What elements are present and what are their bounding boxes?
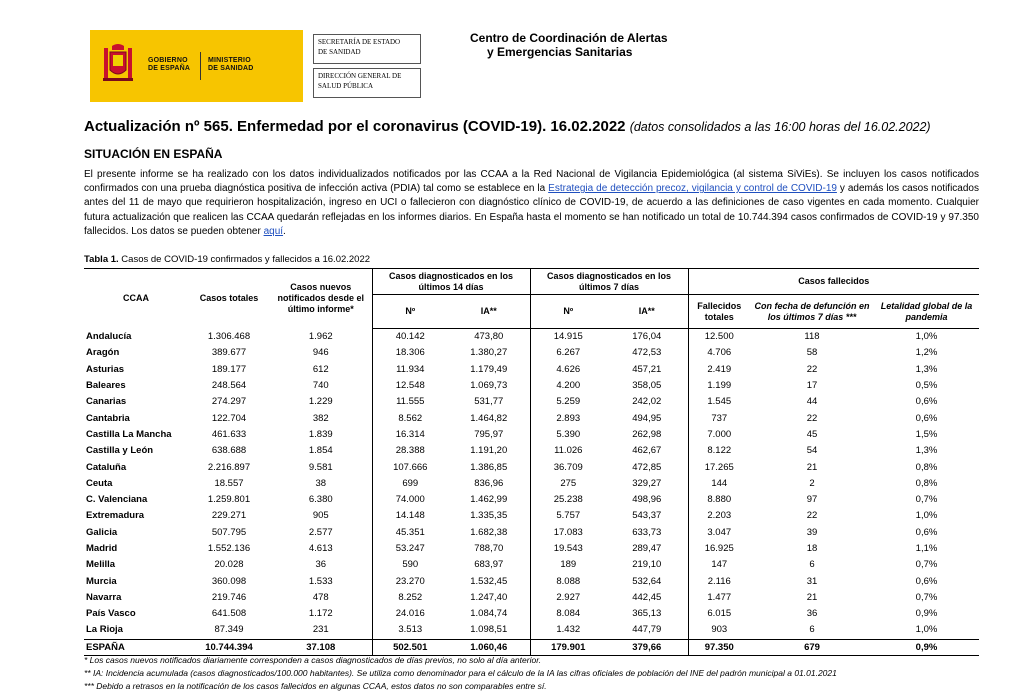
value-cell: 1.380,27 [470, 347, 508, 359]
header-last-14-days: Casos diagnosticados en los últimos 14 días [372, 269, 530, 295]
section-title: SITUACIÓN EN ESPAÑA [84, 147, 223, 161]
page-title: Actualización nº 565. Enfermedad por el coronavirus (COVID-19). 16.02.2022 (datos consolidados a las 16:00 horas del 16.02.2022) [84, 118, 931, 135]
footnote-3: *** Debido a retrasos en la notificación de los casos fallecidos en algunas CCAA, estos datos no son comparables entre sí. [84, 681, 547, 691]
region-cell: Galicia [86, 526, 118, 538]
value-cell: 1.069,73 [470, 380, 508, 392]
table-row [84, 525, 979, 541]
table-row [84, 541, 979, 557]
data-link[interactable]: aquí [263, 225, 284, 237]
value-cell: 0,7% [915, 591, 938, 603]
table-row [84, 622, 979, 639]
strategy-link[interactable]: Estrategia de detección precoz, vigilancia y control de COVID-19 [548, 183, 837, 195]
value-cell: 289,47 [632, 543, 662, 554]
table-row [84, 476, 979, 492]
value-cell: 6.380 [308, 494, 333, 506]
value-cell: 1.247,40 [470, 591, 508, 603]
value-cell: 22 [806, 510, 818, 522]
value-cell: 0,9% [874, 639, 979, 655]
government-label: GOBIERNO DE ESPAÑA [148, 57, 191, 72]
value-cell: 1.199 [688, 378, 750, 394]
directorate-box: DIRECCIÓN GENERAL DE SALUD PÚBLICA [313, 68, 421, 98]
value-cell: 18.306 [372, 345, 448, 361]
value-cell: 22 [806, 412, 818, 424]
value-cell: 87.349 [214, 624, 244, 636]
value-cell: 0,6% [915, 575, 938, 587]
value-cell: 498,96 [632, 494, 662, 506]
coat-of-arms-icon [100, 42, 136, 88]
value-cell: 1.532,45 [470, 575, 508, 587]
value-cell: 10.744.394 [188, 639, 270, 655]
value-cell: 58 [806, 347, 818, 359]
header-7d-ia: IA** [606, 295, 688, 329]
value-cell: 1.172 [308, 608, 333, 620]
value-cell: 17.083 [530, 525, 606, 541]
region-cell: Madrid [86, 543, 118, 554]
value-cell: 25.238 [530, 492, 606, 508]
value-cell: 679 [750, 639, 874, 655]
value-cell: 5.757 [530, 508, 606, 524]
value-cell: 389.677 [211, 347, 247, 359]
value-cell: 6 [809, 559, 815, 571]
region-cell: Castilla y León [86, 445, 154, 457]
value-cell: 6.015 [688, 606, 750, 622]
value-cell: 12.548 [372, 378, 448, 394]
value-cell: 1.464,82 [470, 412, 508, 424]
value-cell: 3.513 [372, 622, 448, 639]
value-cell: 219.746 [211, 591, 247, 603]
value-cell: 638.688 [211, 445, 247, 457]
value-cell: 45.351 [372, 525, 448, 541]
value-cell: 836,96 [474, 477, 504, 489]
region-cell: Baleares [86, 380, 126, 392]
value-cell: 2.116 [688, 573, 750, 589]
value-cell: 14.915 [530, 329, 606, 346]
table-row [84, 606, 979, 622]
value-cell: 2.927 [530, 590, 606, 606]
region-cell: Extremadura [86, 510, 145, 522]
value-cell: 1,0% [915, 510, 938, 522]
value-cell: 36.709 [530, 459, 606, 475]
region-cell: Murcia [86, 575, 117, 587]
value-cell: 1.545 [688, 394, 750, 410]
region-cell: Ceuta [86, 477, 113, 489]
table-row [84, 378, 979, 394]
value-cell: 275 [530, 476, 606, 492]
header-new-cases: Casos nuevos notificados desde el último informe* [270, 269, 372, 329]
value-cell: 1.386,85 [470, 461, 508, 473]
value-cell: 461.633 [211, 428, 247, 440]
table-row [84, 590, 979, 606]
value-cell: 17 [806, 380, 818, 392]
table-row [84, 362, 979, 378]
value-cell: 2.203 [688, 508, 750, 524]
value-cell: 74.000 [372, 492, 448, 508]
government-logo [90, 30, 303, 102]
header-deaths-total: Fallecidos totales [688, 295, 750, 329]
value-cell: 1.477 [688, 590, 750, 606]
value-cell: 1.229 [308, 396, 333, 408]
region-cell: La Rioja [86, 624, 123, 636]
value-cell: 97 [806, 494, 818, 506]
value-cell: 379,66 [606, 639, 688, 655]
logo-divider [200, 52, 201, 80]
value-cell: 6 [809, 624, 815, 636]
value-cell: 1,0% [915, 331, 938, 343]
region-cell: ESPAÑA [84, 639, 188, 655]
header-14d-n: Nº [372, 295, 448, 329]
value-cell: 0,6% [915, 412, 938, 424]
value-cell: 472,85 [632, 461, 662, 473]
value-cell: 1,3% [915, 363, 938, 375]
title-note: (datos consolidados a las 16:00 horas del 16.02.2022) [629, 120, 931, 134]
ministry-label: MINISTERIO DE SANIDAD [208, 57, 254, 72]
value-cell: 1.854 [308, 445, 333, 457]
value-cell: 11.934 [372, 362, 448, 378]
header-14d-ia: IA** [448, 295, 530, 329]
value-cell: 28.388 [372, 443, 448, 459]
value-cell: 788,70 [474, 543, 504, 554]
value-cell: 590 [372, 557, 448, 573]
value-cell: 1.084,74 [470, 608, 508, 620]
value-cell: 16.314 [372, 427, 448, 443]
value-cell: 4.706 [688, 345, 750, 361]
value-cell: 19.543 [530, 541, 606, 557]
value-cell: 699 [372, 476, 448, 492]
value-cell: 39 [806, 526, 818, 538]
value-cell: 107.666 [372, 459, 448, 475]
value-cell: 494,95 [632, 412, 662, 424]
secretariat-box: SECRETARÍA DE ESTADO DE SANIDAD [313, 34, 421, 64]
value-cell: 5.390 [530, 427, 606, 443]
value-cell: 462,67 [632, 445, 662, 457]
value-cell: 0,5% [915, 380, 938, 392]
value-cell: 531,77 [474, 396, 504, 408]
value-cell: 447,79 [632, 624, 662, 636]
value-cell: 147 [688, 557, 750, 573]
value-cell: 262,98 [632, 428, 662, 440]
value-cell: 1.259.801 [207, 494, 251, 506]
value-cell: 44 [806, 396, 818, 408]
value-cell: 38 [315, 477, 327, 489]
footnote-1: * Los casos nuevos notificados diariamente corresponden a casos diagnosticados de días previos, no solo al día anterior. [84, 655, 542, 665]
total-row [84, 639, 979, 655]
value-cell: 18 [806, 543, 818, 554]
value-cell: 179.901 [530, 639, 606, 655]
value-cell: 7.000 [688, 427, 750, 443]
value-cell: 4.200 [530, 378, 606, 394]
value-cell: 31 [806, 575, 818, 587]
region-cell: País Vasco [86, 608, 136, 620]
value-cell: 219,10 [632, 559, 662, 571]
value-cell: 21 [806, 591, 818, 603]
value-cell: 11.026 [530, 443, 606, 459]
value-cell: 8.084 [530, 606, 606, 622]
header-total-cases: Casos totales [188, 269, 270, 329]
value-cell: 3.047 [688, 525, 750, 541]
value-cell: 1.179,49 [470, 363, 508, 375]
value-cell: 20.028 [214, 559, 244, 571]
value-cell: 329,27 [632, 477, 662, 489]
value-cell: 0,8% [915, 461, 938, 473]
value-cell: 0,8% [915, 477, 938, 489]
value-cell: 16.925 [688, 541, 750, 557]
table-row [84, 573, 979, 589]
value-cell: 8.252 [372, 590, 448, 606]
value-cell: 1.682,38 [470, 526, 508, 538]
value-cell: 229.271 [211, 510, 247, 522]
value-cell: 11.555 [372, 394, 448, 410]
value-cell: 2 [809, 477, 815, 489]
region-cell: Cataluña [86, 461, 127, 473]
value-cell: 122.704 [211, 412, 247, 424]
value-cell: 189.177 [211, 363, 247, 375]
value-cell: 683,97 [474, 559, 504, 571]
value-cell: 905 [312, 510, 329, 522]
table-row [84, 557, 979, 573]
value-cell: 1.098,51 [470, 624, 508, 636]
value-cell: 737 [688, 410, 750, 426]
value-cell: 23.270 [372, 573, 448, 589]
value-cell: 24.016 [372, 606, 448, 622]
value-cell: 242,02 [632, 396, 662, 408]
value-cell: 472,53 [632, 347, 662, 359]
value-cell: 946 [312, 347, 329, 359]
header-last-7-days: Casos diagnosticados en los últimos 7 días [530, 269, 688, 295]
table-row [84, 508, 979, 524]
region-cell: Cantabria [86, 412, 130, 424]
value-cell: 2.577 [308, 526, 333, 538]
value-cell: 641.508 [211, 608, 247, 620]
value-cell: 274.297 [211, 396, 247, 408]
covid-cases-table [84, 268, 979, 656]
value-cell: 1,3% [915, 445, 938, 457]
value-cell: 1,5% [915, 428, 938, 440]
value-cell: 1.335,35 [470, 510, 508, 522]
value-cell: 0,9% [915, 608, 938, 620]
table-row [84, 410, 979, 426]
value-cell: 4.613 [308, 543, 333, 554]
table-row [84, 329, 979, 346]
value-cell: 1.060,46 [448, 639, 530, 655]
value-cell: 36 [315, 559, 327, 571]
header-7d-n: Nº [530, 295, 606, 329]
value-cell: 507.795 [211, 526, 247, 538]
region-cell: C. Valenciana [86, 494, 148, 506]
value-cell: 0,6% [915, 396, 938, 408]
value-cell: 231 [312, 624, 329, 636]
header-lethality: Letalidad global de la pandemia [874, 295, 979, 329]
value-cell: 118 [804, 331, 820, 343]
value-cell: 8.880 [688, 492, 750, 508]
value-cell: 633,73 [632, 526, 662, 538]
value-cell: 2.419 [688, 362, 750, 378]
value-cell: 903 [688, 622, 750, 639]
intro-paragraph: El presente informe se ha realizado con los datos individualizados notificados por las CCAA a la Red Nacional de Vigilancia Epidemiológica (al sistema SiViEs). Se incluyen los casos notificados confirmados con una prueba diagnóstica positiva de infección activa (PDIA) tal como se establece en la Estrategia de detección precoz, vigilancia y control de COVID-19 y además los casos notificados antes del 11 de mayo que requirieron hospitalización, ingreso en UCI o fallecieron con diagnóstico clínico de COVID-19, de acuerdo a las definiciones de caso vigentes en cada momento. Cualquier futura actualización que realicen las CCAA quedarán reflejadas en los informes diarios. En España hasta el momento se han notificado un total de 10.744.394 casos confirmados de COVID-19 y 97.350 fallecidos. Los datos se pueden obtener aquí. [84, 169, 979, 237]
value-cell: 17.265 [688, 459, 750, 475]
value-cell: 1.306.468 [207, 330, 251, 342]
value-cell: 543,37 [632, 510, 662, 522]
table-row [84, 427, 979, 443]
value-cell: 382 [312, 412, 329, 424]
table-row [84, 394, 979, 410]
value-cell: 795,97 [474, 428, 504, 440]
value-cell: 0,6% [915, 526, 938, 538]
value-cell: 12.500 [688, 329, 750, 346]
center-title: Centro de Coordinación de Alertas y Emergencias Sanitarias [470, 31, 668, 59]
value-cell: 36 [806, 608, 818, 620]
value-cell: 45 [806, 428, 818, 440]
footnote-2: ** IA: Incidencia acumulada (casos diagnosticados/100.000 habitantes). Se utiliza como denominador para el cálculo de la IA las cifras oficiales de población del INE del padrón municipal a 01.01.2021 [84, 668, 837, 678]
value-cell: 478 [312, 591, 329, 603]
value-cell: 18.557 [214, 477, 244, 489]
value-cell: 2.893 [530, 410, 606, 426]
value-cell: 358,05 [632, 380, 662, 392]
value-cell: 8.562 [372, 410, 448, 426]
value-cell: 54 [806, 445, 818, 457]
value-cell: 1,2% [915, 347, 938, 359]
header-ccaa: CCAA [84, 269, 188, 329]
value-cell: 1.191,20 [470, 445, 508, 457]
value-cell: 37.108 [270, 639, 372, 655]
region-cell: Navarra [86, 591, 122, 603]
value-cell: 53.247 [372, 541, 448, 557]
value-cell: 1,0% [915, 624, 938, 636]
table-row [84, 345, 979, 361]
value-cell: 144 [688, 476, 750, 492]
value-cell: 21 [806, 461, 818, 473]
value-cell: 1.462,99 [470, 494, 508, 506]
value-cell: 5.259 [530, 394, 606, 410]
header-deaths-7d: Con fecha de defunción en los últimos 7 días *** [750, 295, 874, 329]
value-cell: 4.626 [530, 362, 606, 378]
value-cell: 8.122 [688, 443, 750, 459]
value-cell: 8.088 [530, 573, 606, 589]
region-cell: Asturias [86, 363, 125, 375]
table-caption: Tabla 1. Casos de COVID-19 confirmados y fallecidos a 16.02.2022 [84, 254, 371, 265]
value-cell: 22 [806, 363, 818, 375]
table-row [84, 459, 979, 475]
value-cell: 97.350 [688, 639, 750, 655]
value-cell: 442,45 [632, 591, 662, 603]
value-cell: 532,64 [632, 575, 662, 587]
region-cell: Castilla La Mancha [86, 428, 172, 440]
value-cell: 365,13 [632, 608, 662, 620]
value-cell: 1.962 [308, 330, 333, 342]
value-cell: 502.501 [372, 639, 448, 655]
region-cell: Andalucía [86, 330, 132, 342]
value-cell: 473,80 [474, 331, 504, 343]
value-cell: 9.581 [308, 461, 333, 473]
region-cell: Canarias [86, 396, 127, 408]
table-row [84, 443, 979, 459]
value-cell: 1.552.136 [207, 543, 251, 554]
header-deaths: Casos fallecidos [688, 269, 979, 295]
value-cell: 40.142 [372, 329, 448, 346]
region-cell: Aragón [86, 347, 120, 359]
value-cell: 176,04 [632, 331, 662, 343]
value-cell: 0,7% [915, 494, 938, 506]
value-cell: 740 [312, 380, 329, 392]
value-cell: 1.533 [308, 575, 333, 587]
value-cell: 2.216.897 [207, 461, 251, 473]
value-cell: 14.148 [372, 508, 448, 524]
value-cell: 1,1% [915, 543, 938, 554]
footnotes [84, 654, 837, 693]
value-cell: 189 [530, 557, 606, 573]
value-cell: 457,21 [632, 363, 662, 375]
value-cell: 360.098 [211, 575, 247, 587]
value-cell: 248.564 [211, 380, 247, 392]
region-cell: Melilla [86, 559, 116, 571]
value-cell: 1.839 [308, 428, 333, 440]
value-cell: 612 [312, 363, 329, 375]
table-row [84, 492, 979, 508]
value-cell: 6.267 [530, 345, 606, 361]
value-cell: 0,7% [915, 559, 938, 571]
value-cell: 1.432 [530, 622, 606, 639]
